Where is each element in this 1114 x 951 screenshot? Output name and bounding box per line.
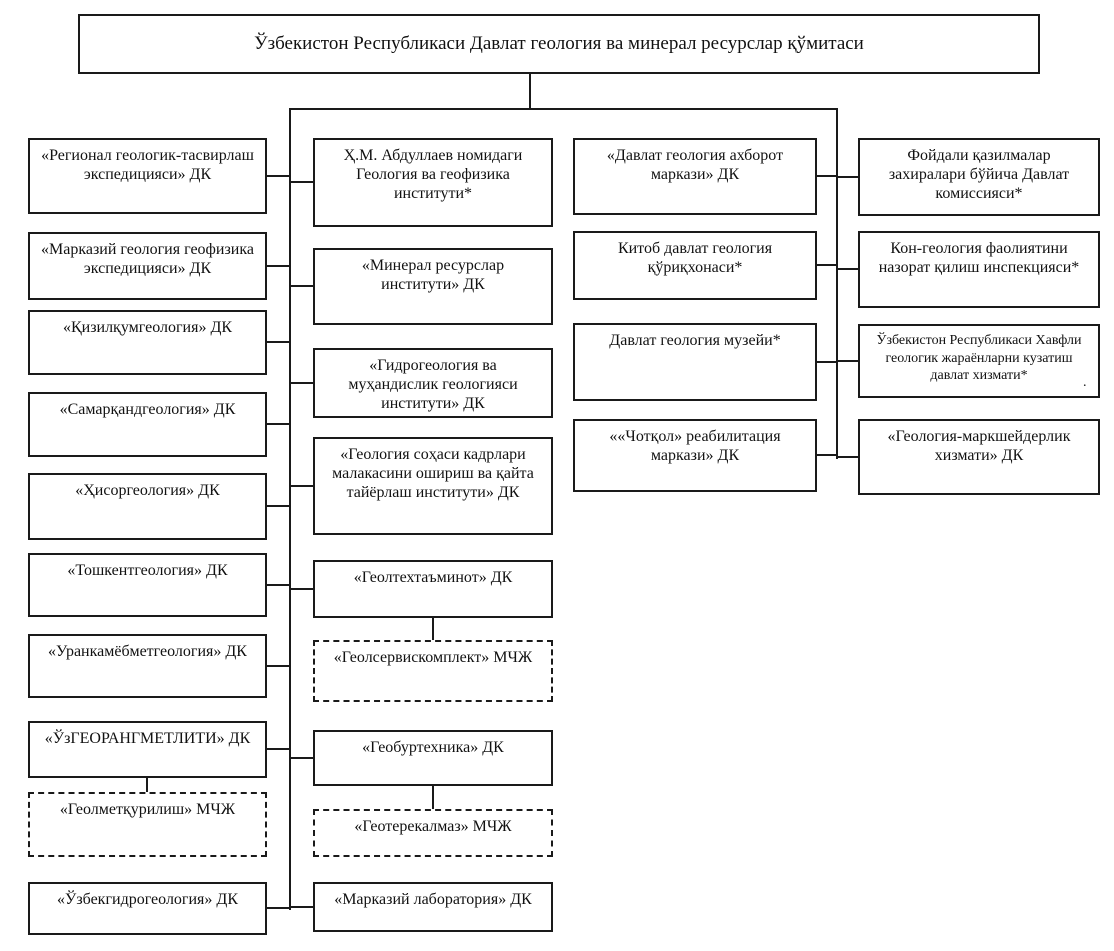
connector-stub [267, 748, 291, 750]
node-geoburtehnika: «Геобуртехника» ДК [313, 730, 553, 786]
connector-stub [817, 454, 836, 456]
connector-stub [817, 361, 836, 363]
connector-stub [838, 456, 858, 458]
node-abdullaev-instituti: Ҳ.М. Абдуллаев номидаги Геология ва геофизика институти* [313, 138, 553, 227]
connector-stub [267, 505, 291, 507]
node-geologiya-markshayderlik-xizmati: «Геология-маркшейдерлик хизмати» ДК [858, 419, 1100, 495]
connector-stub [817, 264, 836, 266]
connector-stub [838, 360, 858, 362]
node-mineral-resurslar-instituti: «Минерал ресурслар институти» ДК [313, 248, 553, 325]
connector-stub [267, 265, 291, 267]
connector-stub [267, 907, 291, 909]
node-kadrlar-instituti: «Геология соҳаси кадрлари малакасини ошириш ва қайта тайёрлаш институти» ДК [313, 437, 553, 535]
connector-child-link [432, 786, 434, 809]
connector-stub [291, 588, 313, 590]
node-samarqandgeologiya: «Самарқандгеология» ДК [28, 392, 267, 457]
node-davlat-geologiya-muzeyi: Давлат геология музейи* [573, 323, 817, 401]
connector-stub [267, 584, 291, 586]
connector-stub [267, 423, 291, 425]
connector-stub [838, 268, 858, 270]
node-urankamyobmetgeologiya: «Уранкамёбметгеология» ДК [28, 634, 267, 698]
connector-stub [291, 382, 313, 384]
connector-stub [291, 906, 313, 908]
node-regional-geologik-tasvirlash: «Регионал геологик-тасвирлаш экспедицияси» ДК [28, 138, 267, 214]
connector-trunk-right [836, 108, 838, 459]
connector-stub [267, 341, 291, 343]
connector-child-link [146, 778, 148, 792]
node-geoterekalmaz: «Геотерекалмаз» МЧЖ [313, 809, 553, 857]
node-davlat-komissiyasi: Фойдали қазилмалар захиралари бўйича Давлат комиссияси* [858, 138, 1100, 216]
connector-stub [817, 175, 836, 177]
node-gidrogeologiya-instituti: «Гидрогеология ва муҳандислик геологияси институти» ДК [313, 348, 553, 418]
org-root-committee: Ўзбекистон Республикаси Давлат геология ва минерал ресурслар қўмитаси [78, 14, 1040, 74]
node-kitob-qoriqxonasi: Китоб давлат геология қўриқхонаси* [573, 231, 817, 300]
connector-child-link [432, 618, 434, 640]
connector-stub [291, 181, 313, 183]
node-geolmetqurilish: «Геолметқурилиш» МЧЖ [28, 792, 267, 857]
node-xavfli-jarayonlar-xizmati: Ўзбекистон Республикаси Хавфли геологик жараёнларни кузатиш давлат хизмати* [858, 324, 1100, 398]
node-geoltehtaminot: «Геолтехтаъминот» ДК [313, 560, 553, 618]
connector-stub [291, 285, 313, 287]
node-hisorgeologiya: «Ҳисоргеология» ДК [28, 473, 267, 540]
connector-stub [291, 485, 313, 487]
node-qizilqumgeologiya: «Қизилқумгеология» ДК [28, 310, 267, 375]
connector-stub [267, 175, 291, 177]
node-markaziy-geofizika-expeditsiyasi: «Марказий геология геофизика экспедицияси» ДК [28, 232, 267, 300]
node-uzgeorangmetliti: «ЎзГЕОРАНГМЕТЛИТИ» ДК [28, 721, 267, 778]
node-davlat-geologiya-axborot-markazi: «Давлат геология ахборот маркази» ДК [573, 138, 817, 215]
node-uzbekgidrogeologiya: «Ўзбекгидрогеология» ДК [28, 882, 267, 935]
connector-main-horizontal [289, 108, 838, 110]
connector-stub [267, 665, 291, 667]
node-markaziy-laboratoriya: «Марказий лаборатория» ДК [313, 882, 553, 932]
connector-trunk-left [289, 108, 291, 910]
node-chotqol-reabilitatsiya-markazi: ««Чотқол» реабилитация маркази» ДК [573, 419, 817, 492]
connector-title-stem [529, 74, 531, 110]
connector-stub [291, 757, 313, 759]
stray-dot: . [1083, 375, 1087, 390]
connector-stub [838, 176, 858, 178]
node-kon-geologiya-inspektsiyasi: Кон-геология фаолиятини назорат қилиш инспекцияси* [858, 231, 1100, 308]
node-toshkentgeologiya: «Тошкентгеология» ДК [28, 553, 267, 617]
node-geolserviskomplekt: «Геолсервискомплект» МЧЖ [313, 640, 553, 702]
